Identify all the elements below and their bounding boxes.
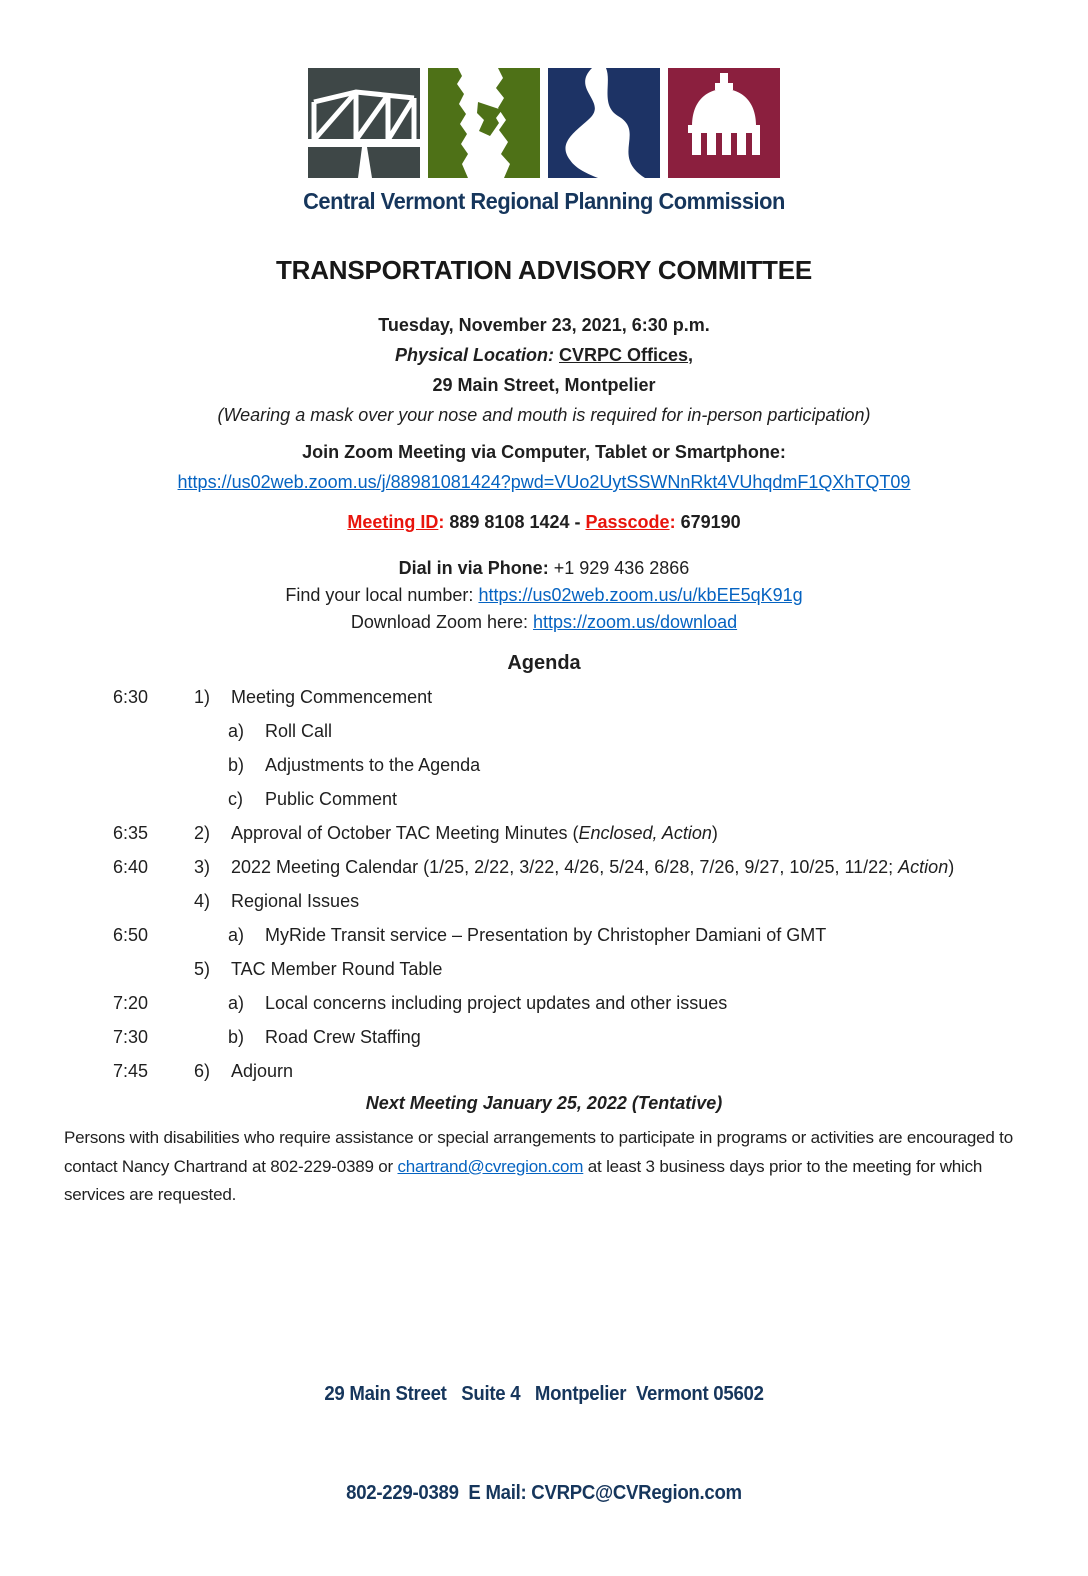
join-heading: Join Zoom Meeting via Computer, Tablet or Smartphone:	[302, 442, 786, 462]
agenda-item-text: TAC Member Round Table	[231, 958, 443, 979]
agenda-item	[0, 918, 1088, 952]
agenda-item-number: 4)	[194, 890, 211, 911]
agenda-item-number: a)	[228, 720, 245, 741]
agenda-item-text: MyRide Transit service – Presentation by Christopher Damiani of GMT	[265, 924, 827, 945]
agenda-item	[0, 952, 1088, 986]
local-number-label: Find your local number:	[285, 585, 479, 605]
agenda-item-number: a)	[228, 992, 245, 1013]
agenda-item-text: Adjourn	[231, 1060, 294, 1081]
agenda-item	[0, 748, 1088, 782]
agenda-item-text: Regional Issues	[231, 890, 360, 911]
org-name: Central Vermont Regional Planning Commission	[303, 188, 785, 214]
agenda-item	[0, 782, 1088, 816]
cvrpc-logo	[0, 0, 1088, 178]
agenda-item	[0, 1020, 1088, 1054]
meeting-address: 29 Main Street, Montpelier	[432, 375, 656, 395]
agenda-item-number: 1)	[194, 686, 211, 707]
agenda-item-time: 7:30	[113, 1026, 149, 1047]
meeting-id-line: Meeting ID: 889 8108 1424 - Passcode: 679190	[347, 512, 741, 532]
download-zoom-link[interactable]: https://zoom.us/download	[532, 612, 738, 632]
download-label: Download Zoom here:	[350, 612, 533, 632]
agenda-item-number: 3)	[194, 856, 211, 877]
zoom-join-link[interactable]: https://us02web.zoom.us/j/88981081424?pwd=VUo2UytSSWNnRkt4VUhqdmF1QXhTQT09	[177, 472, 911, 492]
local-number-link[interactable]: https://us02web.zoom.us/u/kbEE5qK91g	[478, 585, 803, 605]
agenda-item-time: 6:30	[113, 686, 149, 707]
page-title: TRANSPORTATION ADVISORY COMMITTEE	[275, 255, 813, 285]
agenda-item	[0, 816, 1088, 850]
location-label: Physical Location:	[394, 345, 554, 365]
agenda-item	[0, 986, 1088, 1020]
agenda-item-text: Public Comment	[265, 788, 398, 809]
agenda-item-time: 7:45	[113, 1060, 149, 1081]
meeting-id-label: Meeting ID	[347, 512, 439, 532]
agenda-item-text: Roll Call	[265, 720, 333, 741]
agenda-item	[0, 1054, 1088, 1088]
mask-note: (Wearing a mask over your nose and mouth is required for in-person participation)	[217, 405, 871, 425]
dial-label: Dial in via Phone:	[398, 558, 549, 578]
agenda-item	[0, 850, 1088, 884]
agenda-item-text: Approval of October TAC Meeting Minutes (Enclosed, Action)	[231, 822, 718, 843]
dial-in-line	[0, 555, 1088, 582]
passcode-label: Passcode	[585, 512, 670, 532]
agenda-item-text: Adjustments to the Agenda	[265, 754, 481, 775]
agenda-item-time: 6:50	[113, 924, 149, 945]
meeting-location: Physical Location: CVRPC Offices,	[394, 345, 694, 365]
agenda-item-time: 7:20	[113, 992, 149, 1013]
agenda-item-time: 6:40	[113, 856, 149, 877]
agenda-item-number: 6)	[194, 1060, 211, 1081]
document-footer	[38, 1312, 1050, 1576]
agenda-item	[0, 680, 1088, 714]
agenda-item-number: c)	[228, 788, 243, 809]
river-road-icon	[548, 68, 660, 178]
agenda-item-number: b)	[228, 1026, 245, 1047]
agenda-item	[0, 714, 1088, 748]
meeting-info	[0, 310, 1088, 430]
agenda-item-number: a)	[228, 924, 245, 945]
location-value: CVRPC Offices	[559, 345, 689, 365]
accessibility-notice: Persons with disabilities who require assistance or special arrangements to participate in programs or activities are encouraged to contact Nancy Chartrand at 802-229-0389 or chartrand@cvregion.com at least 3 business days prior to the meeting for which services are requested.	[64, 1128, 1018, 1204]
contact-email-link[interactable]: chartrand@cvregion.com	[397, 1156, 584, 1176]
agenda-item-text: Road Crew Staffing	[265, 1026, 421, 1047]
footer-contact: 802-229-0389 E Mail: CVRPC@CVRegion.com	[346, 1482, 742, 1504]
capitol-dome-icon	[668, 68, 780, 178]
agenda-heading: Agenda	[507, 652, 581, 674]
agenda-item-number: b)	[228, 754, 245, 775]
local-number-line	[0, 582, 1088, 609]
footer-address: 29 Main Street Suite 4 Montpelier Vermont 05602	[324, 1383, 764, 1405]
meeting-datetime: Tuesday, November 23, 2021, 6:30 p.m.	[378, 315, 710, 335]
agenda-item	[0, 884, 1088, 918]
agenda-item-text: Meeting Commencement	[231, 686, 433, 707]
meeting-id-value: 889 8108 1424 -	[444, 512, 586, 532]
agenda-item-text: Local concerns including project updates and other issues	[265, 992, 728, 1013]
next-meeting-note: Next Meeting January 25, 2022 (Tentative)	[365, 1093, 723, 1113]
passcode-value: 679190	[675, 512, 741, 532]
agenda-item-number: 5)	[194, 958, 211, 979]
dial-value: +1 929 436 2866	[548, 558, 690, 578]
agenda-item-number: 2)	[194, 822, 211, 843]
zoom-details	[0, 442, 1088, 636]
agenda-item-text: 2022 Meeting Calendar (1/25, 2/22, 3/22, 4/26, 5/24, 6/28, 7/26, 9/27, 10/25, 11/22; Action)	[231, 856, 955, 877]
vermont-map-icon	[428, 68, 540, 178]
bridge-icon	[308, 68, 420, 178]
agenda-list	[0, 680, 1088, 1088]
download-line	[0, 609, 1088, 636]
agenda-item-time: 6:35	[113, 822, 149, 843]
